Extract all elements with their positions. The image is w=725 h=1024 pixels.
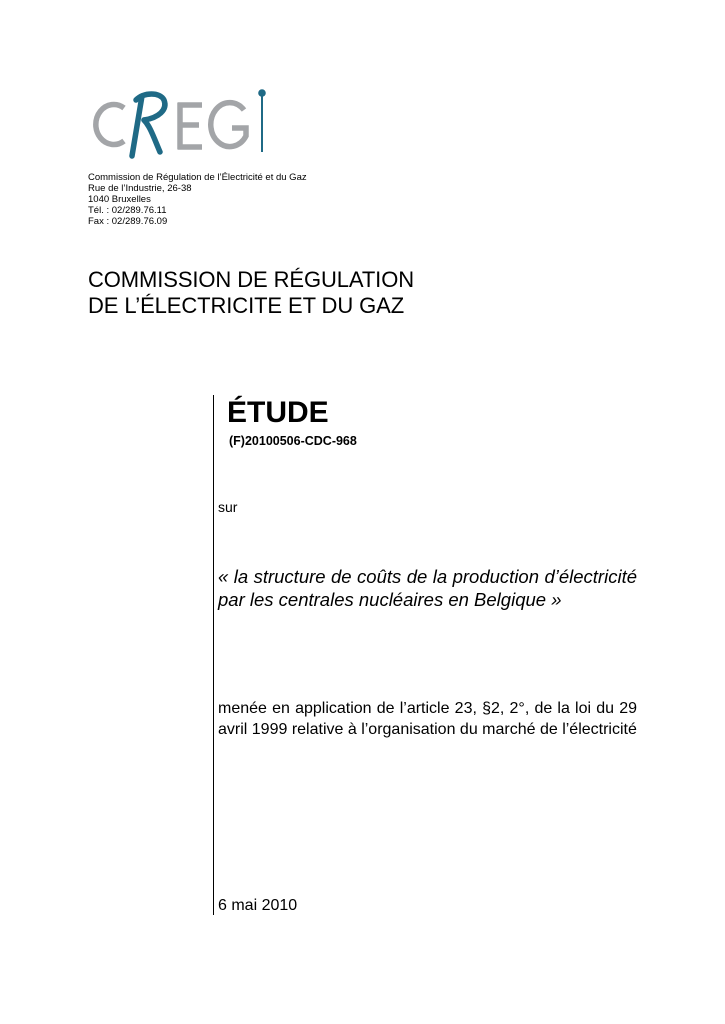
- logo-letter-e: [178, 103, 203, 149]
- address-city: 1040 Bruxelles: [88, 194, 151, 205]
- document-preposition: sur: [218, 499, 238, 515]
- commission-line-2: DE L’ÉLECTRICITE ET DU GAZ: [88, 293, 405, 318]
- document-reference: (F)20100506-CDC-968: [229, 434, 357, 448]
- logo-letter-c: [96, 105, 124, 145]
- address-block: [88, 172, 307, 227]
- document-subject: « la structure de coûts de la production d’électricité par les centrales nucléaires en Belgique »: [218, 566, 637, 610]
- document-date: 6 mai 2010: [218, 897, 298, 914]
- creg-logo: [86, 86, 268, 162]
- commission-line-1: COMMISSION DE RÉGULATION: [88, 267, 414, 292]
- address-fax: Fax : 02/289.76.09: [88, 216, 168, 227]
- document-application: menée en application de l’article 23, §2, 2°, de la loi du 29 avril 1999 relative à l’organisation du marché de l’électricité: [218, 700, 637, 738]
- vertical-divider: [213, 395, 214, 915]
- commission-heading: [88, 267, 414, 319]
- logo-dot: [258, 89, 266, 97]
- document-type: ÉTUDE: [227, 396, 329, 429]
- logo-letter-g: [211, 103, 246, 147]
- address-phone: Tél. : 02/289.76.11: [88, 205, 167, 216]
- address-street: Rue de l’Industrie, 26-38: [88, 183, 192, 194]
- address-organisation: Commission de Régulation de l’Électricité et du Gaz: [88, 172, 307, 183]
- logo-letter-r: [132, 94, 165, 156]
